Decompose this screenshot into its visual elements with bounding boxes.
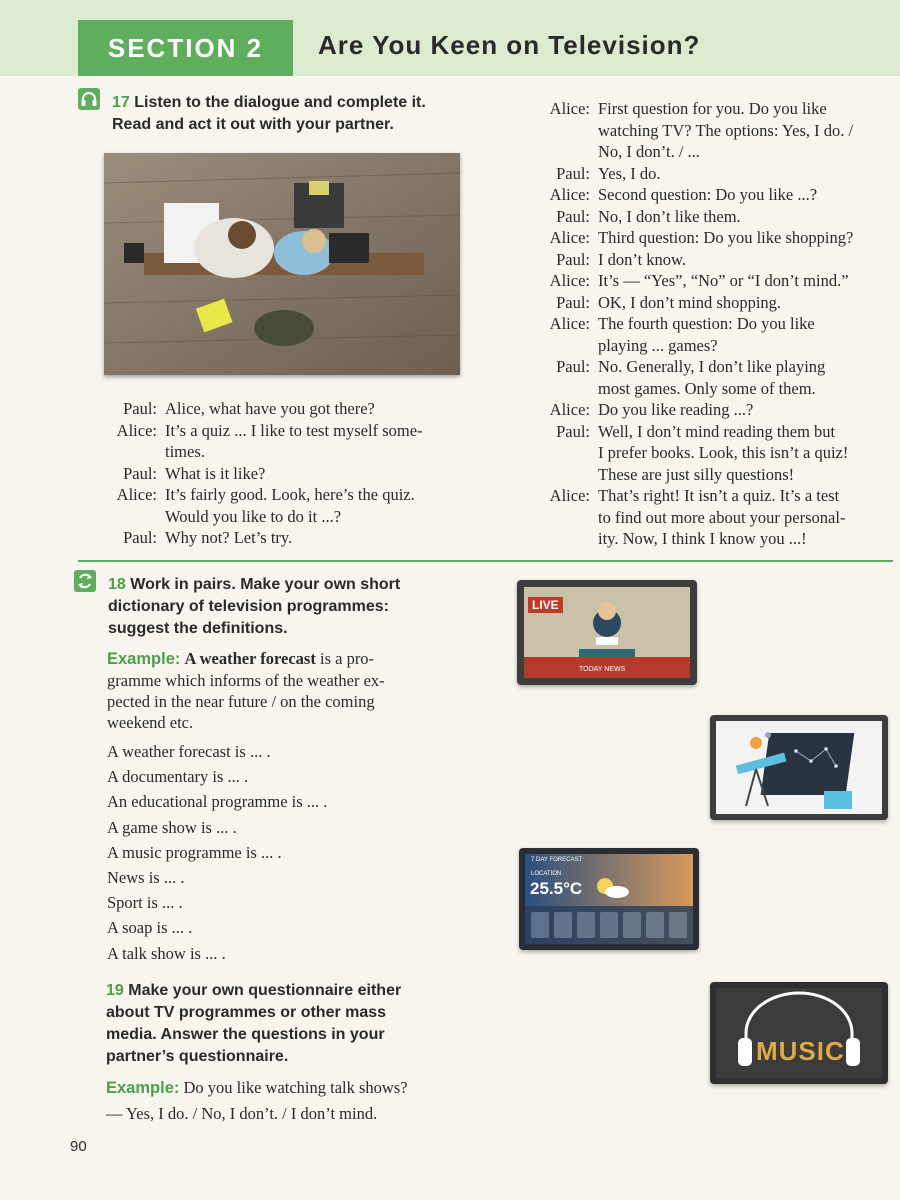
dialogue-line: Alice: It’s — “Yes”, “No” or “I don’t mind.”	[549, 271, 849, 290]
list-item: Sport is ... .	[107, 893, 183, 913]
dialogue-line: Alice: Third question: Do you like shopping?	[549, 228, 854, 247]
list-item: A game show is ... .	[107, 817, 237, 837]
exercise-18-instruction: 18 Work in pairs. Make your own short dictionary of television programmes: suggest the definitions.	[108, 576, 401, 637]
dialogue-line: Paul: Well, I don’t mind reading them but I prefer books. Look, this isn’t a quiz! These are just silly questions!	[556, 421, 849, 484]
section-divider	[78, 560, 893, 562]
exercise-17-instruction: 17 Listen to the dialogue and complete it. Read and act it out with your partner.	[112, 94, 426, 133]
list-item: A weather forecast is ... .	[107, 742, 271, 761]
dialogue-line: Paul: OK, I don’t mind shopping.	[556, 292, 782, 312]
list-item: A music programme is ... .	[107, 842, 282, 862]
live-badge: LIVE	[528, 597, 563, 613]
exercise-18-number: 18	[108, 576, 126, 593]
page-number: 90	[70, 1138, 87, 1155]
exercise-18-example: Example: A weather forecast is a pro- gramme which informs of the weather ex- pected in the near future / on the coming weekend etc.	[107, 649, 385, 732]
forecast-location: LOCATION	[531, 871, 562, 877]
dialogue-line: Paul: No. Generally, I don’t like playing most games. Only some of them.	[556, 357, 826, 398]
dialogue-part-1	[100, 398, 465, 549]
dialogue-line: Alice: Second question: Do you like ...?	[549, 185, 818, 204]
pair-work-icon	[74, 570, 96, 592]
tv-music-illustration	[710, 982, 888, 1084]
dialogue-line: Paul: No, I don’t like them.	[556, 206, 741, 226]
page-title: Are You Keen on Television?	[318, 30, 701, 60]
dialogue-line: Alice: It’s a quiz ... I like to test myself some- times.	[116, 420, 423, 461]
list-item: An educational programme is ... .	[107, 792, 328, 812]
music-word: MUSIC	[756, 1036, 845, 1066]
list-item: News is ... .	[107, 867, 185, 887]
list-item: A soap is ... .	[107, 918, 193, 938]
news-caption: TODAY NEWS	[579, 666, 626, 673]
exercise-17-number: 17	[112, 94, 130, 111]
exercise-19-number: 19	[106, 982, 124, 999]
dialogue-line: Alice: The fourth question: Do you like playing ... games?	[549, 314, 815, 355]
dialogue-line: Alice: Do you like reading ...?	[549, 400, 754, 419]
dialogue-line: Paul: Alice, what have you got there?	[123, 399, 375, 418]
list-item: A documentary is ... .	[107, 767, 249, 787]
headphones-icon	[78, 88, 100, 110]
dialogue-line: Paul: I don’t know.	[556, 249, 686, 269]
dialogue-line: Alice: It’s fairly good. Look, here’s the quiz. Would you like to do it ...?	[116, 485, 415, 526]
tv-news-illustration	[517, 580, 697, 685]
dialogue-line: Alice: First question for you. Do you like watching TV? The options: Yes, I do. / No, I don’t. / ...	[549, 99, 854, 161]
dialogue-line: Paul: What is it like?	[123, 463, 266, 483]
tv-weather-illustration	[519, 848, 699, 950]
section-label: SECTION 2	[78, 20, 293, 76]
dialogue-line: Alice: That’s right! It isn’t a quiz. It’s a test to find out more about your personal- ity. Now, I think I know you ...!	[549, 486, 846, 548]
dialogue-line: Paul: Why not? Let’s try.	[123, 528, 293, 547]
students-photo	[104, 153, 460, 375]
forecast-temperature: 25.5°C	[530, 879, 583, 898]
exercise-19-instruction: 19 Make your own questionnaire either about TV programmes or other mass media. Answer the questions in your partner’s questionnaire.	[106, 982, 402, 1065]
definitions-list	[107, 739, 327, 966]
dialogue-part-2	[535, 98, 897, 550]
list-item: A talk show is ... .	[107, 943, 226, 963]
exercise-19-example: Example: Do you like watching talk shows? — Yes, I do. / No, I don’t. / I don’t mind.	[106, 1078, 408, 1123]
forecast-heading: 7 DAY FORECAST	[531, 857, 583, 863]
tv-documentary-illustration	[710, 715, 888, 820]
dialogue-line: Paul: Yes, I do.	[556, 163, 661, 183]
